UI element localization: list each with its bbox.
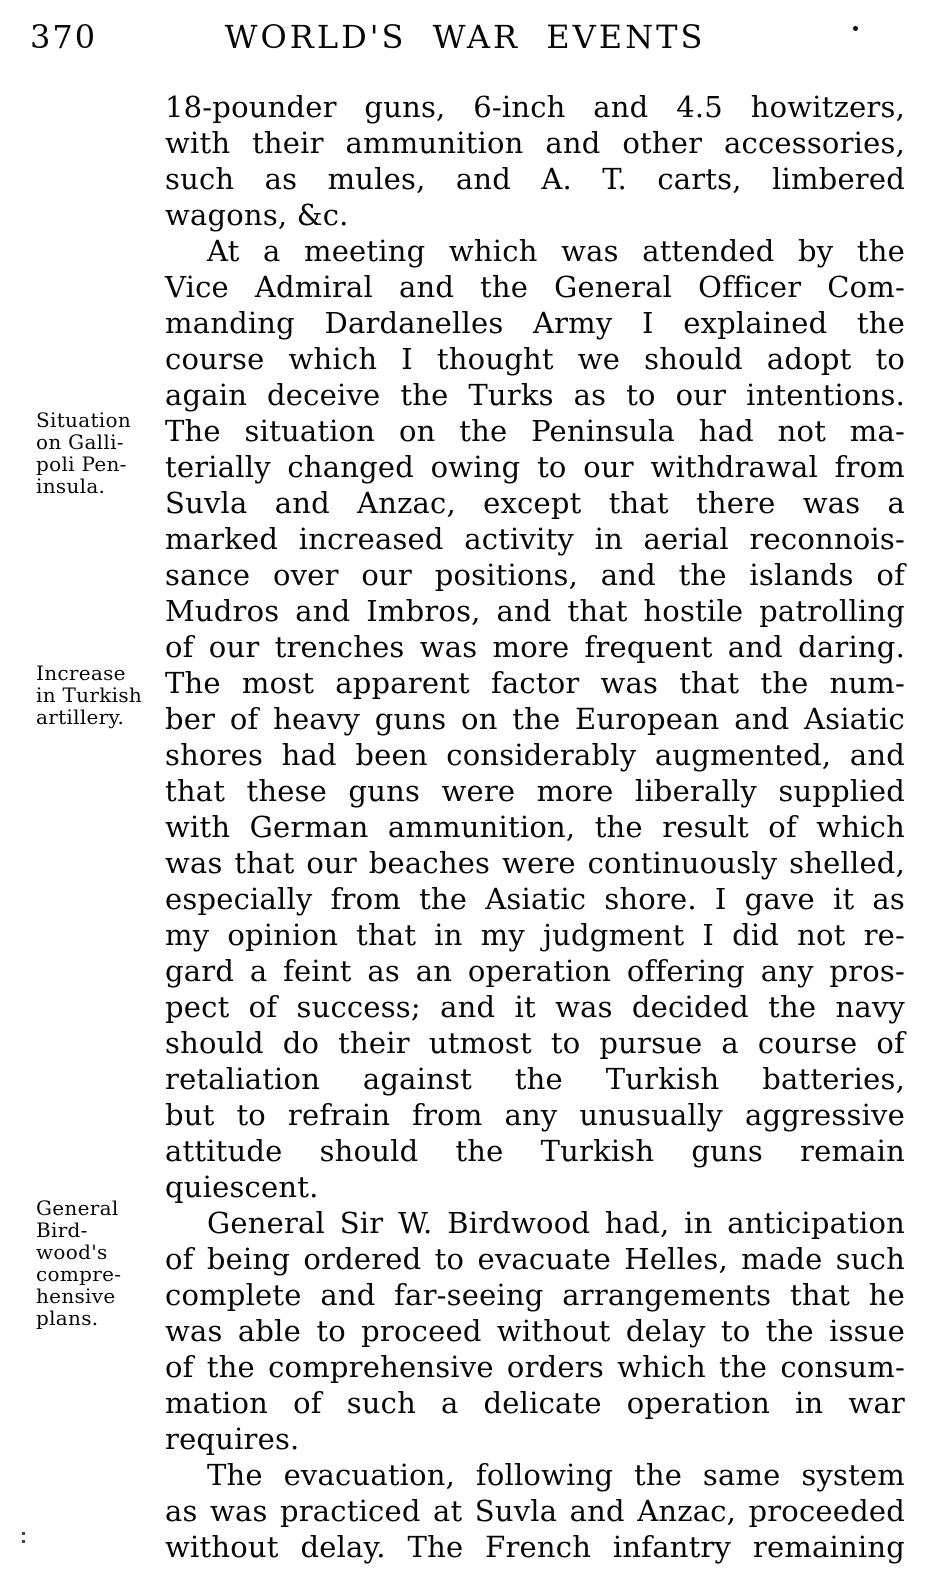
text-line: ber of heavy guns on the European and Asiatic bbox=[165, 702, 905, 736]
text-line: especially from the Asiatic shore. I gave it as bbox=[165, 882, 905, 916]
text-line: without delay. The French infantry remaining bbox=[165, 1530, 905, 1564]
text-line: should do their utmost to pursue a course of bbox=[165, 1026, 905, 1060]
page-number: 370 bbox=[30, 18, 98, 56]
running-head: WORLD'S WAR EVENTS bbox=[224, 18, 706, 56]
sidenote-line: poli Pen- bbox=[36, 452, 127, 476]
sidenote-line: Increase bbox=[36, 661, 126, 685]
text-line: 18-pounder guns, 6-inch and 4.5 howitzers, bbox=[165, 90, 905, 124]
text-line: requires. bbox=[165, 1422, 300, 1456]
text-line: attitude should the Turkish guns remain bbox=[165, 1134, 905, 1168]
sidenote-line: wood's bbox=[36, 1240, 108, 1264]
text-line: Vice Admiral and the General Officer Com- bbox=[165, 270, 905, 304]
sidenote-line: artillery. bbox=[36, 705, 125, 729]
scan-speck-icon bbox=[22, 1532, 25, 1535]
text-line: Mudros and Imbros, and that hostile patrolling bbox=[165, 594, 905, 628]
text-line: sance over our positions, and the islands of bbox=[165, 558, 905, 592]
sidenote-line: Situation bbox=[36, 408, 131, 432]
text-line: mation of such a delicate operation in war bbox=[165, 1386, 905, 1420]
text-line: again deceive the Turks as to our intentions. bbox=[165, 378, 905, 412]
text-line: The most apparent factor was that the num- bbox=[165, 666, 905, 700]
sidenote-line: insula. bbox=[36, 474, 106, 498]
text-line: shores had been considerably augmented, and bbox=[165, 738, 905, 772]
text-line: that these guns were more liberally supplied bbox=[165, 774, 905, 808]
text-line: such as mules, and A. T. carts, limbered bbox=[165, 162, 905, 196]
text-line: of the comprehensive orders which the consum- bbox=[165, 1350, 905, 1384]
text-line: terially changed owing to our withdrawal from bbox=[165, 450, 905, 484]
sidenote-line: hensive bbox=[36, 1284, 116, 1308]
text-line: gard a feint as an operation offering any pros- bbox=[165, 954, 905, 988]
text-line: Suvla and Anzac, except that there was a bbox=[165, 486, 905, 520]
sidenote-line: General bbox=[36, 1196, 119, 1220]
sidenote-line: in Turkish bbox=[36, 683, 143, 707]
text-line: The evacuation, following the same system bbox=[207, 1458, 905, 1492]
text-line: as was practiced at Suvla and Anzac, proceeded bbox=[165, 1494, 905, 1528]
sidenote-line: compre- bbox=[36, 1262, 122, 1286]
text-line: complete and far-seeing arrangements that he bbox=[165, 1278, 905, 1312]
text-line: General Sir W. Birdwood had, in anticipation bbox=[207, 1206, 905, 1240]
text-line: of being ordered to evacuate Helles, made such bbox=[165, 1242, 905, 1276]
scan-speck-icon bbox=[853, 26, 858, 31]
sidenote-line: Bird- bbox=[36, 1218, 88, 1242]
sidenote-increase-in-turkish-artillery bbox=[36, 662, 162, 728]
text-line: wagons, &c. bbox=[165, 198, 349, 232]
text-line: quiescent. bbox=[165, 1170, 319, 1204]
text-line: with German ammunition, the result of which bbox=[165, 810, 905, 844]
text-line: with their ammunition and other accessories, bbox=[165, 126, 905, 160]
text-line: course which I thought we should adopt to bbox=[165, 342, 905, 376]
text-line: The situation on the Peninsula had not ma- bbox=[165, 414, 905, 448]
text-line: was able to proceed without delay to the issue bbox=[165, 1314, 905, 1348]
sidenote-general-birdwoods-comprehensive-plans bbox=[36, 1197, 162, 1329]
sidenote-line: on Galli- bbox=[36, 430, 124, 454]
sidenote-line: plans. bbox=[36, 1306, 99, 1330]
text-line: retaliation against the Turkish batteries, bbox=[165, 1062, 905, 1096]
text-line: of our trenches was more frequent and daring. bbox=[165, 630, 905, 664]
text-line: manding Dardanelles Army I explained the bbox=[165, 306, 905, 340]
text-line: was that our beaches were continuously shelled, bbox=[165, 846, 905, 880]
text-line: but to refrain from any unusually aggressive bbox=[165, 1098, 905, 1132]
text-line: my opinion that in my judgment I did not re- bbox=[165, 918, 905, 952]
text-line: pect of success; and it was decided the navy bbox=[165, 990, 905, 1024]
text-line: marked increased activity in aerial reconnois- bbox=[165, 522, 905, 556]
sidenote-situation-on-gallipoli-peninsula bbox=[36, 409, 162, 497]
text-line: At a meeting which was attended by the bbox=[207, 234, 905, 268]
body-text-column bbox=[165, 89, 905, 1565]
